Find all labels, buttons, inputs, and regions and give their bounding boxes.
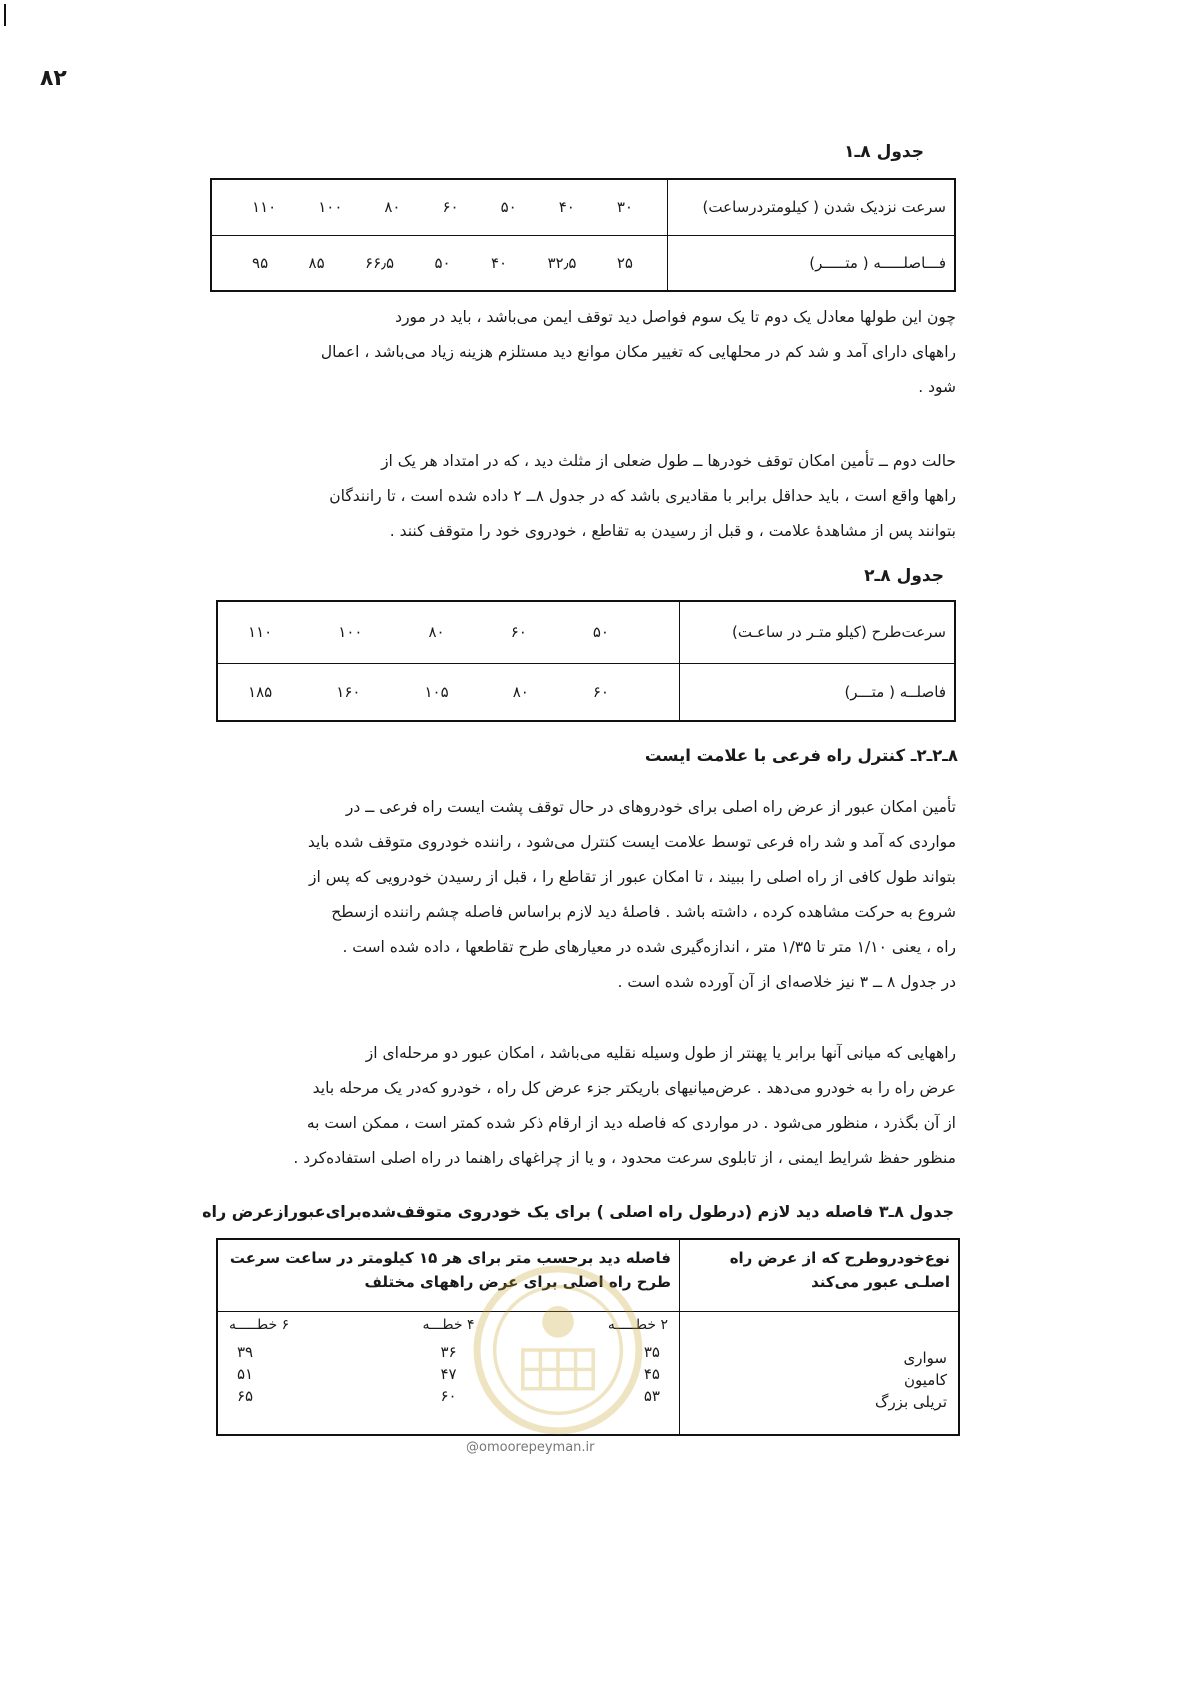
table1-cell: ۸۰ [384, 198, 401, 217]
table1-cell: ۵۰ [500, 198, 517, 217]
table3-cell: ۶۰ [440, 1386, 457, 1405]
paragraph-line: چون این طولها معادل یک دوم تا یک سوم فواصل دید توقف ایمن می‌باشد ، باید در مورد [395, 308, 956, 326]
table1-cell: ۸۵ [308, 253, 325, 272]
paragraph-line: مواردی که آمد و شد راه فرعی توسط علامت ایست کنترل می‌شود ، راننده خودروی متوقف شده باید [307, 833, 956, 851]
table1-row-speed [211, 179, 955, 235]
table1-cell: ۲۵ [616, 253, 633, 272]
table1-values-cell [211, 179, 668, 235]
table2-caption: جدول ۸ـ۲ [864, 566, 944, 586]
table2-row-distance [217, 663, 955, 721]
paragraph-1 [208, 300, 956, 405]
paragraph-line: شروع به حرکت مشاهده کرده ، داشته باشد . فاصله‌ٔ دید لازم براساس فاصله چشم راننده ازسطح [331, 903, 956, 921]
table2-cell: ۶۰ [510, 623, 527, 642]
table2 [216, 600, 956, 722]
paragraph-line: منظور حفظ شرایط ایمنی ، از تابلوی سرعت محدود ، و یا از چراغهای راهنما در راه اصلی استفاده‌کرد . [293, 1149, 956, 1167]
watermark-stamp-icon [470, 1262, 646, 1438]
table2-cell: ۱۰۰ [338, 623, 363, 642]
table2-cell: ۸۰ [428, 623, 445, 642]
table3-vehicle: تریلی بزرگ [875, 1392, 947, 1411]
table2-cell: ۱۰۵ [424, 682, 449, 701]
paragraph-line: شود . [918, 378, 956, 396]
table2-cell: ۶۰ [592, 682, 609, 701]
paragraph-4 [208, 1036, 956, 1176]
table3-lane-label: ۶ خطـــــه [229, 1316, 290, 1333]
table3-caption: جدول ۸ـ۳ فاصله دید لازم (درطول راه اصلی ) برای یک خودروی متوقف‌شده‌برای‌عبوراز‌عرض راه [202, 1202, 954, 1221]
table3-cell: ۵۳ [643, 1386, 660, 1405]
paragraph-line: در جدول ۸ ــ ۳ نیز خلاصه‌ای از آن آورده شده است . [617, 973, 956, 991]
table2-row-speed [217, 601, 955, 663]
paragraph-2 [208, 444, 956, 549]
table1-cell: ۳۲٫۵ [547, 253, 577, 272]
table1-cell: ۹۵ [252, 253, 269, 272]
table3-cell: ۴۷ [440, 1364, 457, 1383]
table2-cell: ۱۶۰ [336, 682, 361, 701]
paragraph-3 [208, 790, 956, 1000]
table1-row-distance [211, 235, 955, 291]
table3-cell: ۶۵ [237, 1386, 254, 1405]
paragraph-line: بتواند طول کافی از راه اصلی را ببیند ، تا امکان عبور از تقاطع را ، قبل از رسیدن خودرویی که پس از [309, 868, 956, 886]
table2-row-label: سرعت‌طرح (کیلو متـر در ساعـت) [680, 601, 956, 663]
table1-cell: ۴۰ [490, 253, 508, 272]
table2-row-label: فاصلــه ( متـــر) [680, 663, 956, 721]
table3-vehicle: کامیون [903, 1370, 947, 1389]
table3-lane-label: ۴ خطـــه [422, 1316, 475, 1333]
paragraph-line: عرض راه را به خودرو می‌دهد . عرض‌میانیهای باریکتر جزء عرض کل راه ، خودرو که‌در یک مرحله باید [312, 1079, 956, 1097]
table1-row-label: فـــاصلـــــه ( متـــــر) [668, 235, 956, 291]
paragraph-line: از آن بگذرد ، منظور می‌شود . در مواردی که فاصله دید از ارقام ذکر شده کمتر است ، ممکن است به [306, 1114, 956, 1132]
scan-edge-mark [4, 4, 6, 26]
table1-cell: ۴۰ [558, 198, 575, 217]
table2-cell: ۵۰ [592, 623, 609, 642]
table1-cell: ۱۰۰ [318, 198, 343, 217]
table2-cell: ۱۸۵ [248, 682, 273, 701]
paragraph-line: راههایی که میانی آنها برابر یا پهنتر از طول وسیله نقلیه می‌باشد ، امکان عبور دو مرحله‌ای از [365, 1044, 956, 1062]
table3-header-vehicle: نوع‌خودروطرح که از عرض راه اصلـی عبور می‌کند [680, 1239, 960, 1311]
page-number: ۸۲ [40, 66, 67, 91]
table1-cell: ۱۱۰ [252, 198, 277, 217]
table2-values-cell [217, 601, 680, 663]
table1-row-label: سرعت نزدیک شدن ( کیلومتردرساعت) [668, 179, 956, 235]
paragraph-line: حالت دوم ــ تأمین امکان توقف خودرها ــ طول ضعلی از مثلث دید ، که در امتداد هر یک از [381, 452, 956, 470]
table3-cell: ۵۱ [237, 1364, 254, 1383]
table1 [210, 178, 956, 292]
table3-cell: ۳۹ [237, 1342, 254, 1361]
section-heading: ۸ـ۲ـ۲ـ کنترل راه فرعی با علامت ایست [644, 746, 958, 765]
table2-values-cell [217, 663, 680, 721]
table1-caption: جدول ۸ـ۱ [844, 142, 924, 162]
table2-cell: ۸۰ [512, 682, 529, 701]
paragraph-line: راههای دارای آمد و شد کم در محلهایی که تغییر مکان موانع دید مستلزم هزینه زیاد می‌باشد ، اعمال [320, 343, 956, 361]
paragraph-line: بتوانند پس از مشاهده‌ٔ علامت ، و قبل از رسیدن به تقاطع ، خودروی خود را متوقف کنند . [389, 522, 956, 540]
watermark-text: @omoorepeyman.ir [466, 1440, 595, 1455]
table3-cell: ۳۶ [440, 1342, 457, 1361]
table3-lane-label: ۲ خطـــــه [607, 1316, 668, 1333]
table2-cell: ۱۱۰ [248, 623, 273, 642]
table1-cell: ۳۰ [616, 198, 633, 217]
paragraph-line: راهها واقع است ، باید حداقل برابر با مقادیری باشد که در جدول ۸ــ ۲ داده شده است ، تا رانندگان [329, 487, 956, 505]
table3-cell: ۴۵ [643, 1364, 660, 1383]
table3-vehicle-cell [680, 1311, 960, 1435]
table3-vehicle: سواری [903, 1348, 947, 1367]
paragraph-line: تأمین امکان عبور از عرض راه اصلی برای خودروهای در حال توقف پشت ایست راه فرعی ــ در [345, 798, 956, 816]
table1-cell: ۶۶٫۵ [365, 253, 395, 272]
table1-cell: ۵۰ [434, 253, 451, 272]
paragraph-line: راه ، یعنی ۱/۱۰ متر تا ۱/۳۵ متر ، اندازه‌گیری شده در معیارهای طرح تقاطعها ، داده شده است . [342, 938, 956, 956]
table1-values-cell [211, 235, 668, 291]
table3-header-distance: فاصله دید برحسب متر برای هر ۱۵ کیلومتر در ساعت سرعت طرح راه اصلی برای عرض راههای مختلف [217, 1239, 680, 1311]
table3-cell: ۳۵ [643, 1342, 660, 1361]
table1-cell: ۶۰ [442, 198, 459, 217]
